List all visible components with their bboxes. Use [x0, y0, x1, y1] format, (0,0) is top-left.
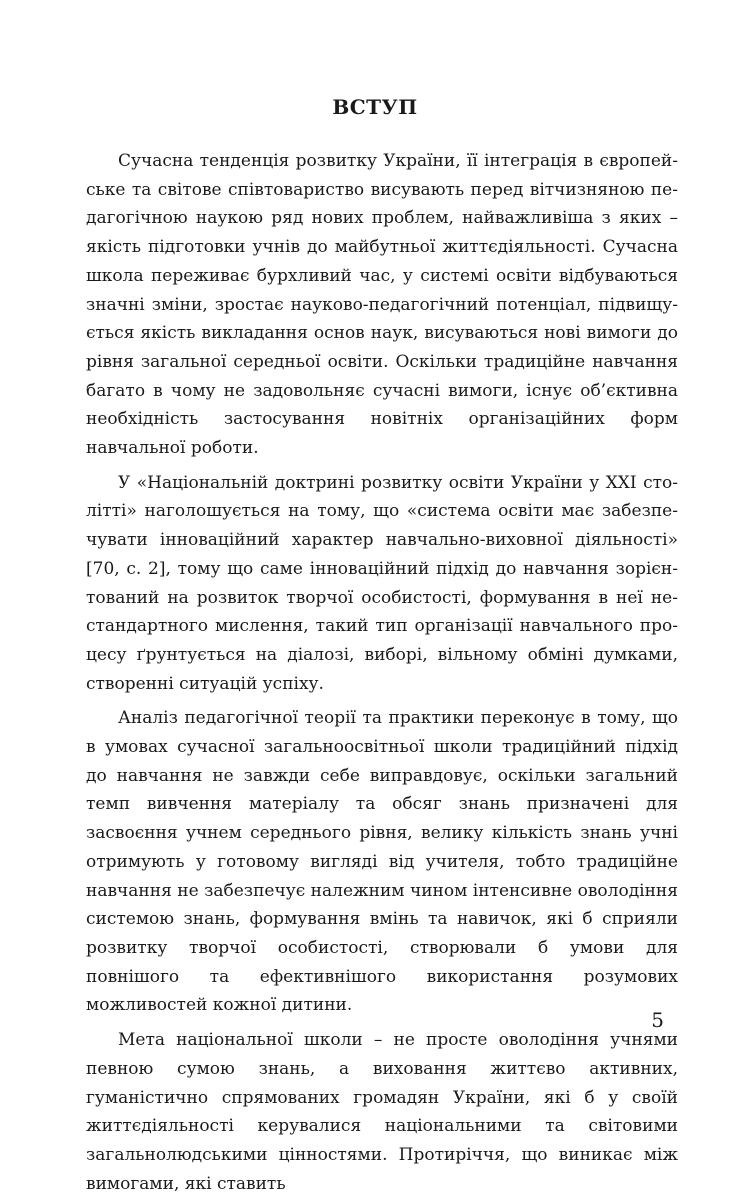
page-title: ВСТУП [332, 95, 418, 119]
paragraph-1: Сучасна тенденція розвитку України, її інтеграція в європейське та світове співтовариство висувають перед вітчизняною педагогічною наукою ряд нових проблем, найважливіша з яких – якість підготовки учнів до майбутньої життєдіяльності. Сучасна школа переживає бурхливий час, у системі освіти відбуваються значні зміни, зростає науково-педагогічний потенціал, підвищується якість викладання основ наук, висуваються нові вимоги до рівня загальної середньої освіти. Оскільки традиційне навчання багато в чому не задовольняє сучасні вимоги, існує об’єктивна необхідність застосування новітніх організаційних форм навчальної роботи. [86, 151, 678, 459]
paragraph-2: У «Національній доктрині розвитку освіти України у XXI столітті» наголошується на тому, що «система освіти має забезпечувати інноваційний характер навчально-виховної діяльності» [70, с. 2], тому що саме інноваційний підхід до навчання зорієнтований на розвиток творчої особистості, формування в неї нестандартного мислення, такий тип організації навчального процесу ґрунтується на діалозі, виборі, вільному обміні думками, створенні ситуацій успіху. [86, 472, 678, 694]
paragraph-3: Аналіз педагогічної теорії та практики переконує в тому, що в умовах сучасної загальноосвітньої школи традиційний підхід до навчання не завжди себе виправдовує, оскільки загальний темп вивчення матеріалу та обсяг знань призначені для засвоєння учнем середнього рівня, велику кількість знань учні отримують у готовому вигляді від учителя, тобто традиційне навчання не забезпечує належним чином інтенсивне оволодіння системою знань, формування вмінь та навичок, які б сприяли розвитку творчої особистості, створювали б умови для повнішого та ефективнішого використання розумових можливостей кожної дитини. [86, 708, 678, 1016]
page-number: 5 [651, 1008, 664, 1032]
body-text [86, 147, 678, 1204]
paragraph-4: Мета національної школи – не просте оволодіння учнями певною сумою знань, а виховання життєво активних, гуманістично спрямованих громадян України, які б у своїй життєдіяльності керувалися національними та світовими загальнолюдськими цінностями. Протиріччя, що виникає між вимогами, які ставить [86, 1030, 678, 1194]
